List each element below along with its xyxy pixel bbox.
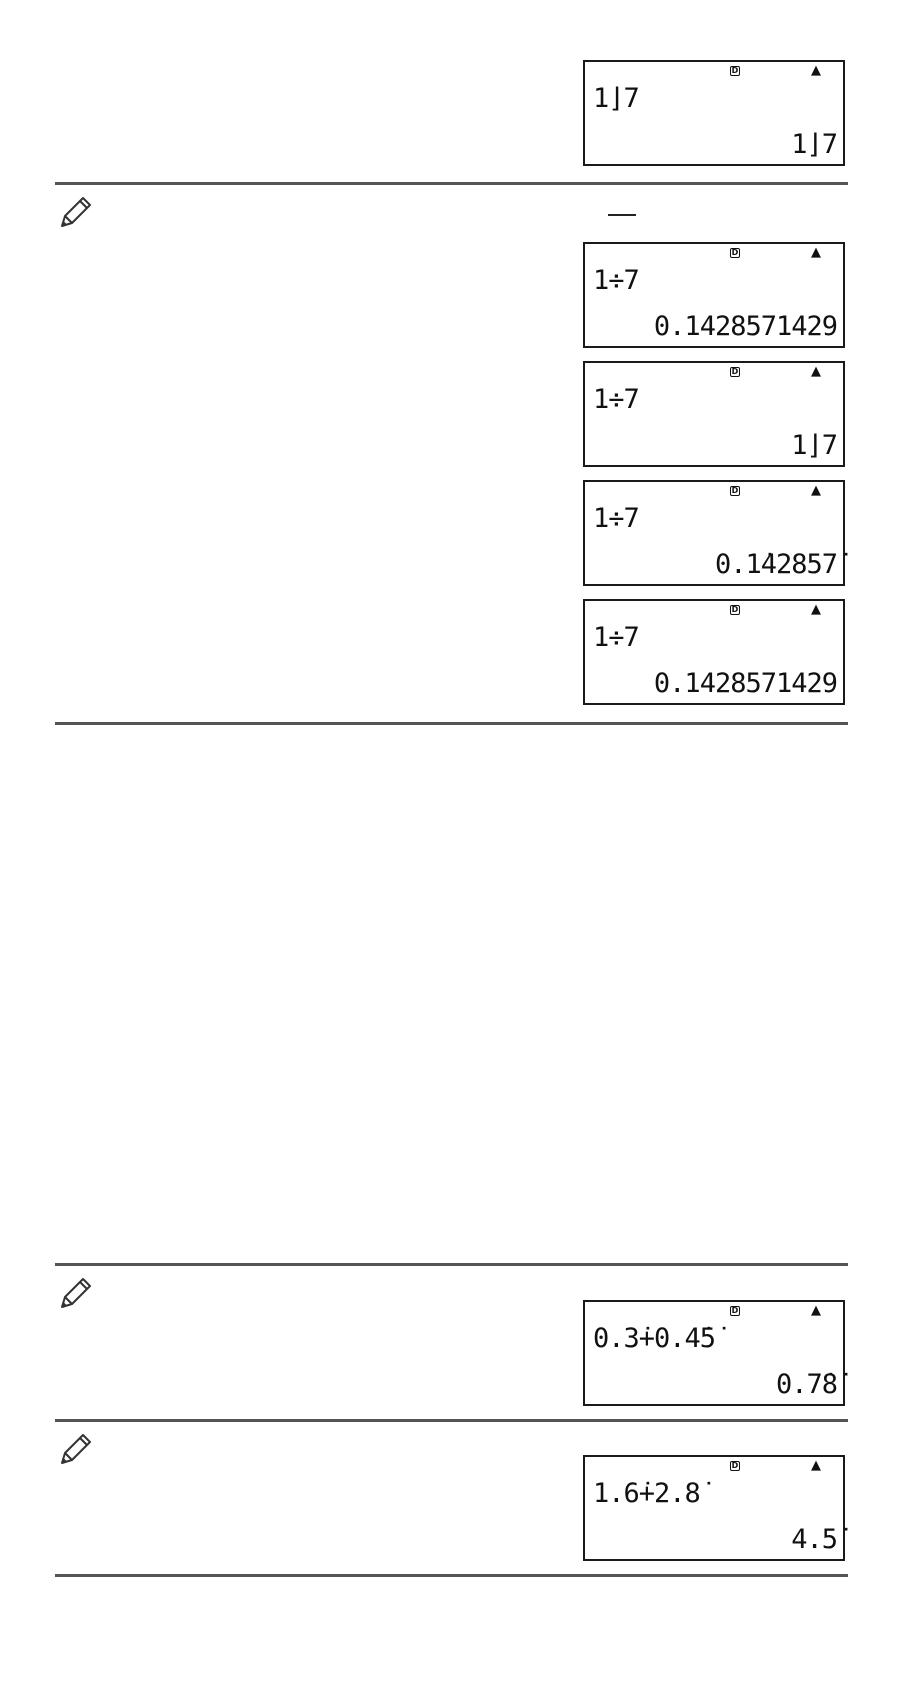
calculator-display: [583, 242, 845, 348]
calculator-display: [583, 480, 845, 586]
display-expression: 0.3̇+0.4̇5̇: [593, 1323, 716, 1354]
section-divider: [55, 1263, 848, 1266]
calculator-display: [583, 1455, 845, 1561]
display-expression: 1÷7: [593, 503, 639, 534]
display-result: 0.1428571429: [653, 311, 837, 342]
display-result: 0.1428571429: [653, 668, 837, 699]
calculator-display: [583, 599, 845, 705]
section-divider: [55, 1574, 848, 1577]
d-indicator: D: [731, 66, 739, 75]
d-indicator: D: [731, 486, 739, 495]
calculator-display: [583, 60, 845, 166]
up-arrow-indicator: ▲: [811, 1458, 821, 1473]
section-divider: [55, 1419, 848, 1422]
up-arrow-indicator: ▲: [811, 63, 821, 78]
up-arrow-indicator: ▲: [811, 245, 821, 260]
section-divider: [55, 722, 848, 725]
pencil-icon: [58, 194, 94, 230]
up-arrow-indicator: ▲: [811, 364, 821, 379]
display-result: 1⌋7: [791, 129, 837, 160]
up-arrow-indicator: ▲: [811, 1303, 821, 1318]
d-indicator: D: [731, 367, 739, 376]
display-result: 1⌋7: [791, 430, 837, 461]
up-arrow-indicator: ▲: [811, 602, 821, 617]
d-indicator: D: [731, 1306, 739, 1315]
fraction-bar-symbol: [608, 214, 636, 216]
calculator-display: [583, 1300, 845, 1406]
d-indicator: D: [731, 605, 739, 614]
display-result: 0.7̇8̇: [775, 1369, 837, 1400]
calculator-display: [583, 361, 845, 467]
display-expression: 1.6̇+2.8̇: [593, 1478, 700, 1509]
d-indicator: D: [731, 248, 739, 257]
display-expression: 1÷7: [593, 384, 639, 415]
pencil-icon: [58, 1275, 94, 1311]
display-result: 4.5̇: [791, 1524, 837, 1555]
up-arrow-indicator: ▲: [811, 483, 821, 498]
display-expression: 1÷7: [593, 622, 639, 653]
display-expression: 1÷7: [593, 265, 639, 296]
section-divider: [55, 182, 848, 185]
d-indicator: D: [731, 1461, 739, 1470]
pencil-icon: [58, 1431, 94, 1467]
display-result: 0.1̇42857̇: [714, 549, 837, 580]
display-expression: 1⌋7: [593, 83, 639, 114]
